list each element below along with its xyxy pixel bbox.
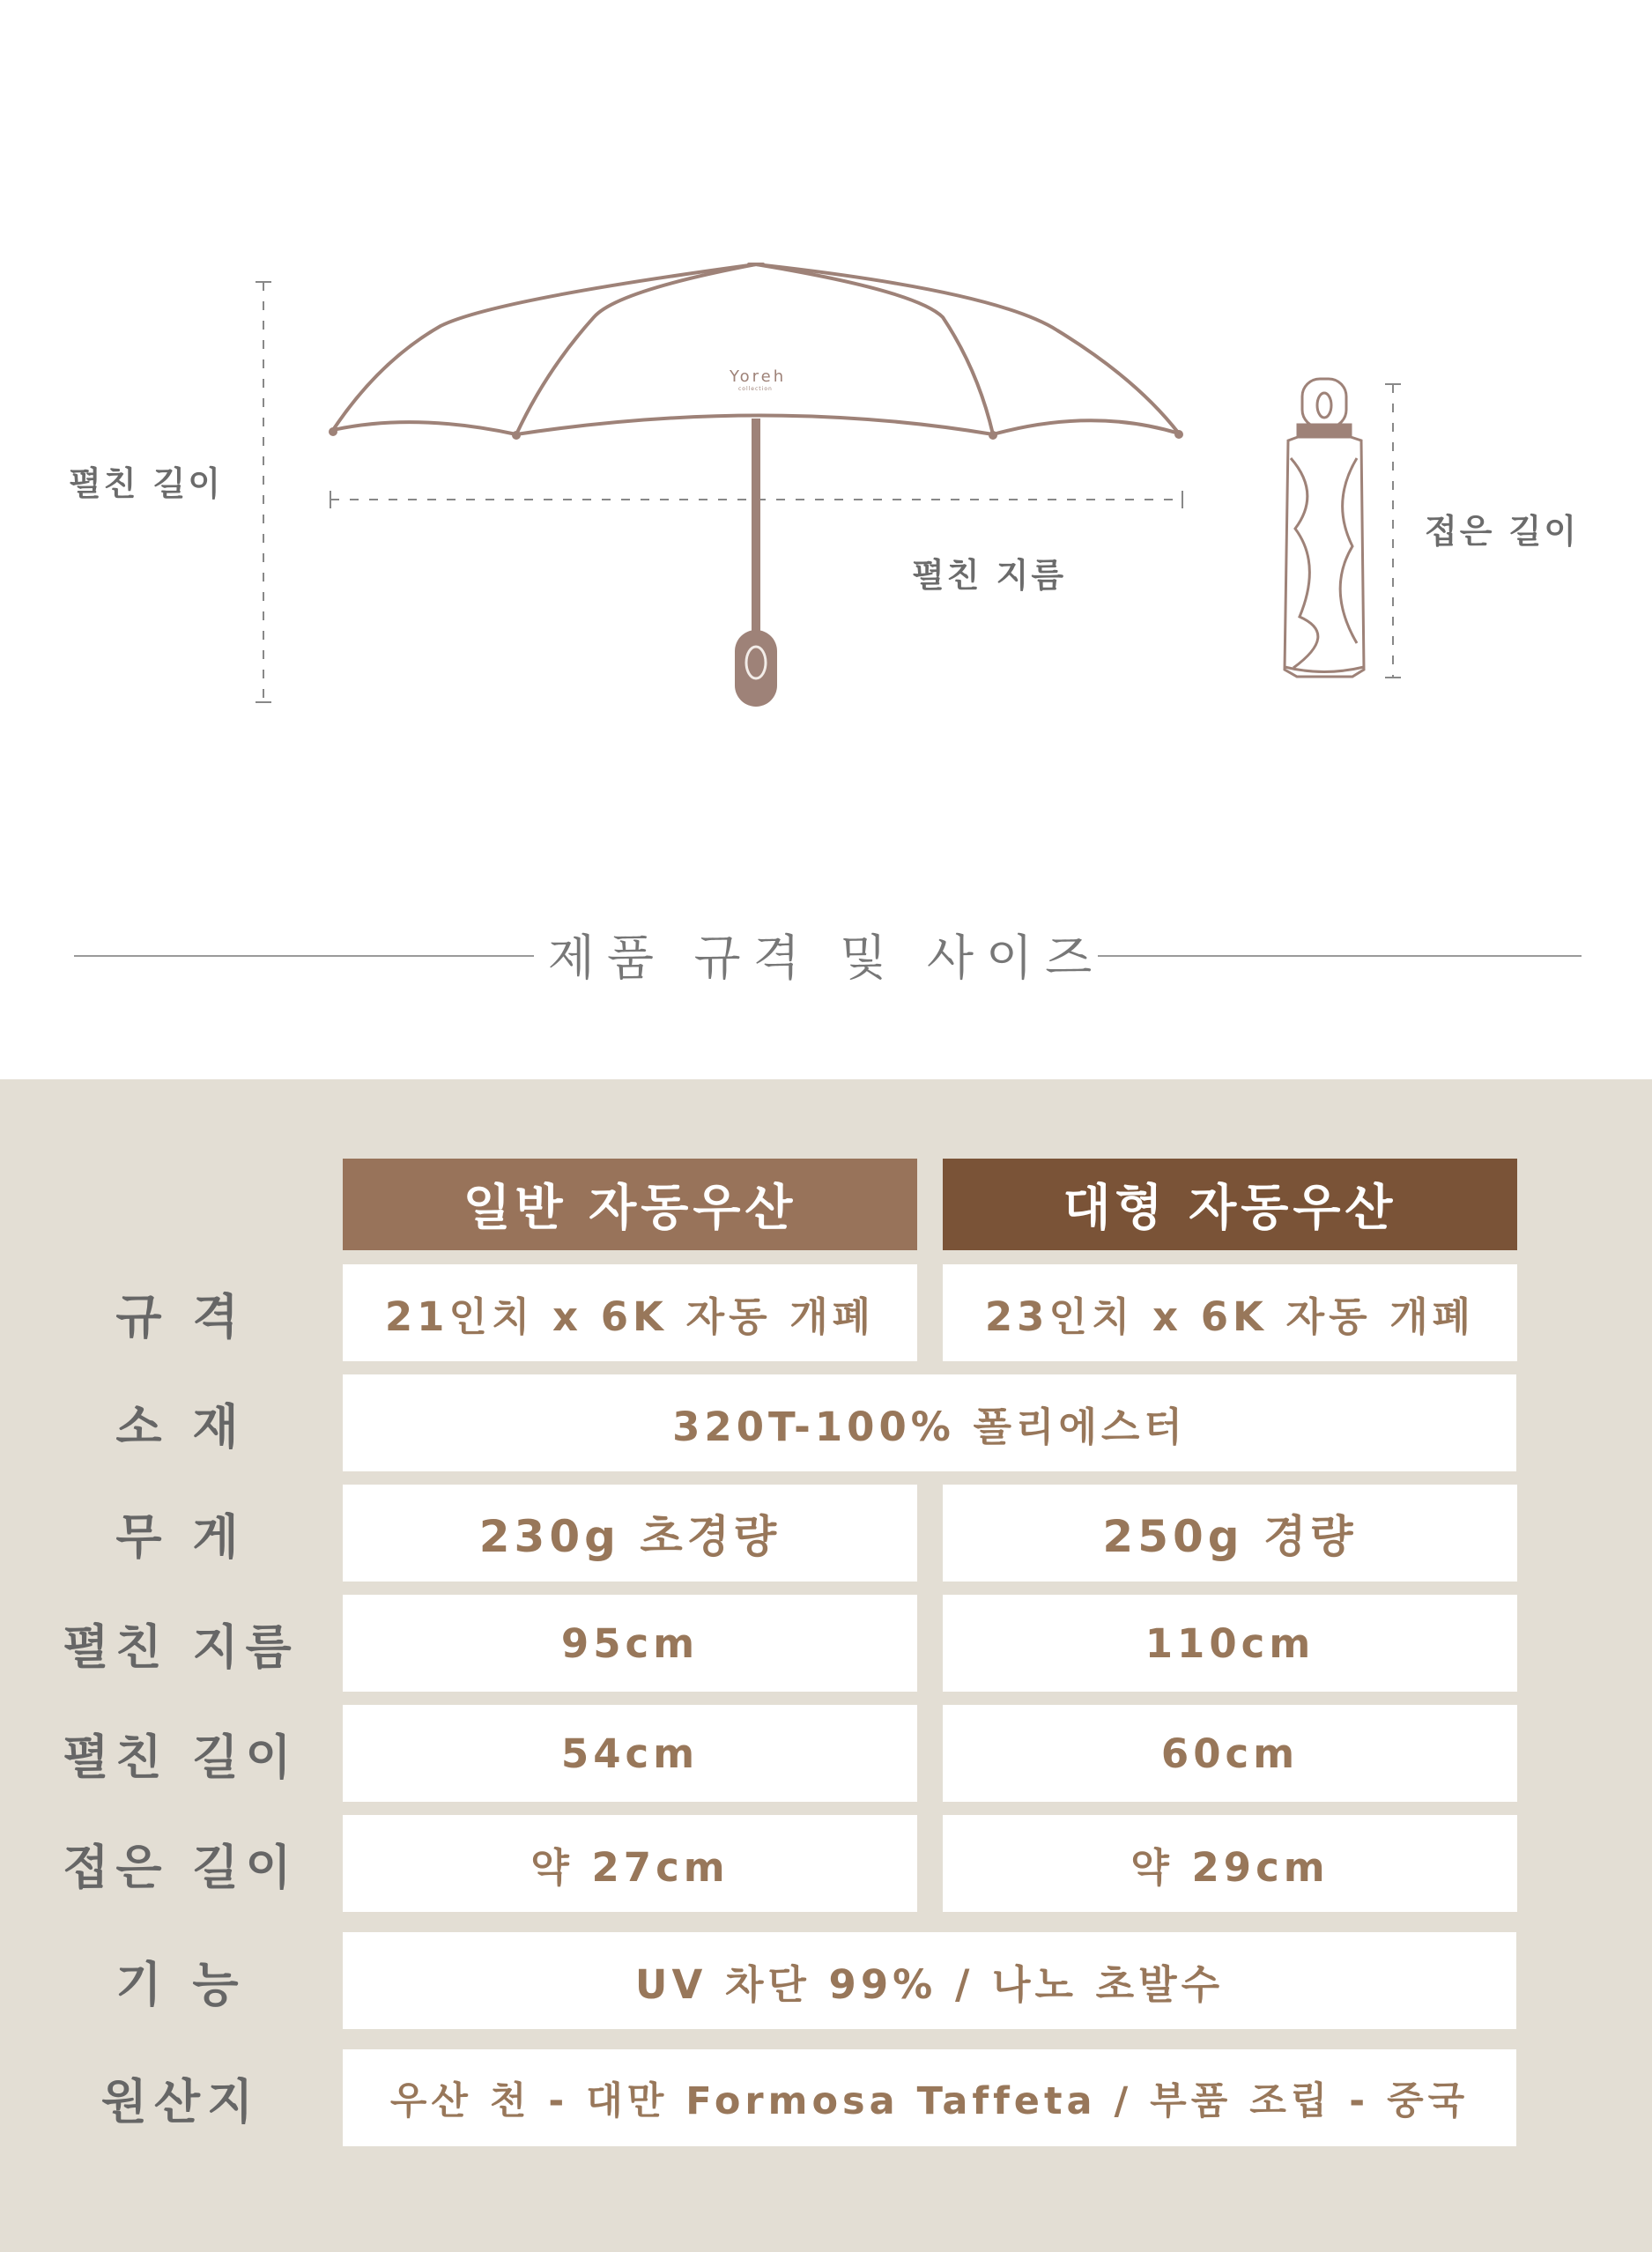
folded-length-regular: 약 27cm xyxy=(343,1815,917,1912)
umbrella-size-diagram xyxy=(0,0,1652,1079)
row-label-function: 기 능 xyxy=(115,1956,246,2012)
open-diameter-regular: 95cm xyxy=(343,1595,917,1692)
row-label-weight: 무 게 xyxy=(115,1508,246,1565)
open-diameter-large: 110cm xyxy=(943,1595,1517,1692)
row-label-material: 소 재 xyxy=(115,1398,246,1455)
column-header-regular: 일반 자동우산 xyxy=(343,1159,917,1250)
open-diameter-label: 펼친 지름 xyxy=(912,556,1067,595)
row-label-spec: 규 격 xyxy=(115,1288,246,1345)
weight-large: 250g 경량 xyxy=(943,1485,1517,1582)
open-length-label: 펼친 길이 xyxy=(69,464,224,503)
spec-large: 23인치 x 6K 자동 개폐 xyxy=(943,1264,1517,1361)
open-length-large: 60cm xyxy=(943,1705,1517,1802)
folded-length-large: 약 29cm xyxy=(943,1815,1517,1912)
row-label-origin: 원산지 xyxy=(100,2073,261,2130)
spec-regular: 21인치 x 6K 자동 개폐 xyxy=(343,1264,917,1361)
brand-logo: Yoreh xyxy=(730,367,787,386)
open-length-regular: 54cm xyxy=(343,1705,917,1802)
section-heading xyxy=(0,912,1652,986)
section-title: 제품 규격 및 사이즈 xyxy=(547,930,1105,986)
column-header-large: 대형 자동우산 xyxy=(943,1159,1517,1250)
row-label-folded-length: 접은 길이 xyxy=(63,1839,299,1895)
row-label-open-diameter: 펼친 지름 xyxy=(63,1619,299,1675)
row-label-open-length: 펼친 길이 xyxy=(63,1729,299,1785)
origin-value: 우산 천 - 대만 Formosa Taffeta / 부품 조립 - 중국 xyxy=(343,2049,1516,2146)
material-value: 320T-100% 폴리에스터 xyxy=(343,1374,1516,1471)
folded-length-label: 접은 길이 xyxy=(1425,512,1580,551)
spec-panel xyxy=(0,1079,1652,2252)
weight-regular: 230g 초경량 xyxy=(343,1485,917,1582)
function-value: UV 차단 99% / 나노 초발수 xyxy=(343,1932,1516,2029)
brand-logo-sub: collection xyxy=(738,386,773,392)
